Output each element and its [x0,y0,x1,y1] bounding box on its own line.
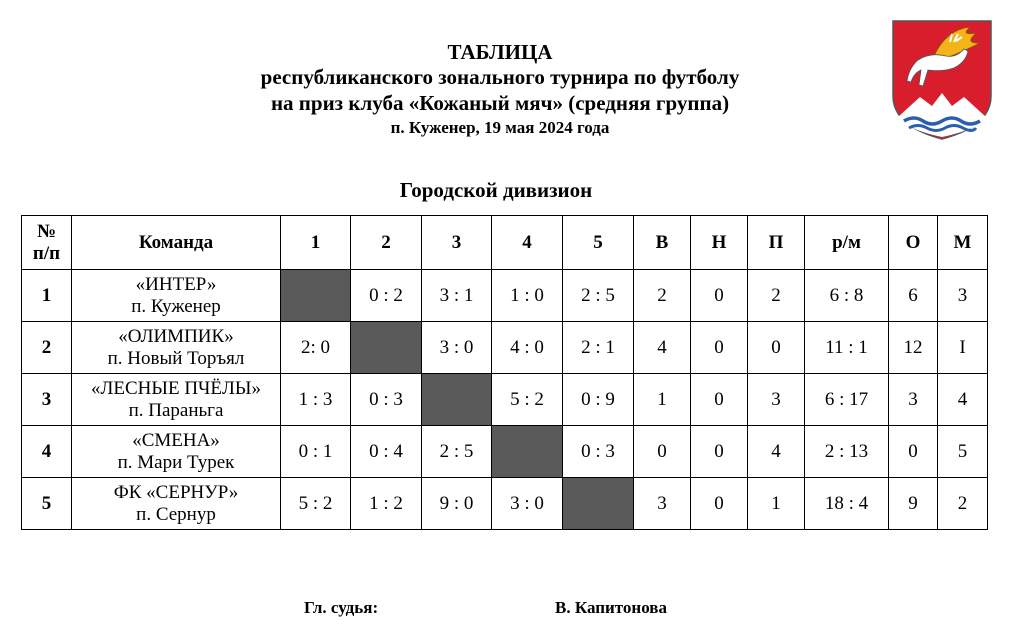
losses: 2 [748,270,805,322]
header-col-5: 5 [563,216,634,270]
team-name: «ОЛИМПИК» [118,325,234,347]
match-result: 5 : 2 [281,478,351,530]
losses: 4 [748,426,805,478]
wins: 1 [634,374,691,426]
team-name: ФК «СЕРНУР» [113,481,239,503]
team-cell [72,270,281,322]
row-num: 1 [22,270,72,322]
table-row [22,322,988,374]
place-date: п. Куженер, 19 мая 2024 года [390,118,610,137]
referee-label: Гл. судья: [304,598,379,617]
match-result: 2: 0 [281,322,351,374]
match-result: 9 : 0 [422,478,492,530]
header-wins: В [634,216,691,270]
place: 5 [938,426,988,478]
wins: 4 [634,322,691,374]
place: 2 [938,478,988,530]
place: I [938,322,988,374]
team-cell [72,426,281,478]
header-points: О [889,216,938,270]
table-row [22,426,988,478]
match-result: 2 : 5 [422,426,492,478]
self-match-cell [422,374,492,426]
team-name: «ИНТЕР» [135,273,217,295]
team-town: п. Новый Торъял [107,347,245,369]
header-col-4: 4 [492,216,563,270]
match-result: 1 : 0 [492,270,563,322]
row-num: 4 [22,426,72,478]
points: 12 [889,322,938,374]
goals: 6 : 8 [805,270,889,322]
draws: 0 [691,322,748,374]
match-result: 4 : 0 [492,322,563,374]
points: 6 [889,270,938,322]
draws: 0 [691,270,748,322]
match-result: 0 : 1 [281,426,351,478]
goals: 2 : 13 [805,426,889,478]
draws: 0 [691,374,748,426]
header-goals: р/м [805,216,889,270]
self-match-cell [281,270,351,322]
match-result: 0 : 4 [351,426,422,478]
wins: 3 [634,478,691,530]
match-result: 2 : 1 [563,322,634,374]
points: 3 [889,374,938,426]
header-col-1: 1 [281,216,351,270]
header-team: Команда [72,216,281,270]
goals: 18 : 4 [805,478,889,530]
header-num-abbr: п/п [32,242,61,264]
team-cell [72,478,281,530]
row-num: 3 [22,374,72,426]
table-row [22,270,988,322]
coat-of-arms-winged-horse-icon [890,18,994,142]
referee-name: В. Капитонова [555,598,667,617]
match-result: 3 : 1 [422,270,492,322]
header-row [22,216,988,270]
losses: 0 [748,322,805,374]
page-title: ТАБЛИЦА [447,40,553,64]
team-name: «ЛЕСНЫЕ ПЧЁЛЫ» [91,377,261,399]
team-town: п. Параньга [128,399,224,421]
header-place: М [938,216,988,270]
team-town: п. Куженер [131,295,221,317]
table-row [22,374,988,426]
match-result: 1 : 3 [281,374,351,426]
header-num [22,216,72,270]
header-col-2: 2 [351,216,422,270]
match-result: 5 : 2 [492,374,563,426]
place: 3 [938,270,988,322]
row-num: 2 [22,322,72,374]
header-num-symbol: № [36,220,57,242]
team-name: «СМЕНА» [132,429,220,451]
points: 0 [889,426,938,478]
team-cell [72,322,281,374]
goals: 6 : 17 [805,374,889,426]
table-row [22,478,988,530]
match-result: 2 : 5 [563,270,634,322]
draws: 0 [691,478,748,530]
standings-table [21,215,988,530]
tournament-name: республиканского зонального турнира по футболу [260,65,740,89]
tournament-prize: на приз клуба «Кожаный мяч» (средняя группа) [270,91,730,115]
self-match-cell [563,478,634,530]
title-block [150,40,850,139]
header-losses: П [748,216,805,270]
division-heading: Городской дивизион [399,178,593,202]
match-result: 3 : 0 [492,478,563,530]
goals: 11 : 1 [805,322,889,374]
match-result: 1 : 2 [351,478,422,530]
match-result: 0 : 3 [351,374,422,426]
row-num: 5 [22,478,72,530]
team-cell [72,374,281,426]
self-match-cell [492,426,563,478]
draws: 0 [691,426,748,478]
match-result: 0 : 9 [563,374,634,426]
header-draws: Н [691,216,748,270]
losses: 3 [748,374,805,426]
losses: 1 [748,478,805,530]
wins: 0 [634,426,691,478]
points: 9 [889,478,938,530]
team-town: п. Сернур [136,503,216,525]
match-result: 0 : 2 [351,270,422,322]
team-town: п. Мари Турек [117,451,235,473]
place: 4 [938,374,988,426]
wins: 2 [634,270,691,322]
self-match-cell [351,322,422,374]
match-result: 3 : 0 [422,322,492,374]
match-result: 0 : 3 [563,426,634,478]
header-col-3: 3 [422,216,492,270]
